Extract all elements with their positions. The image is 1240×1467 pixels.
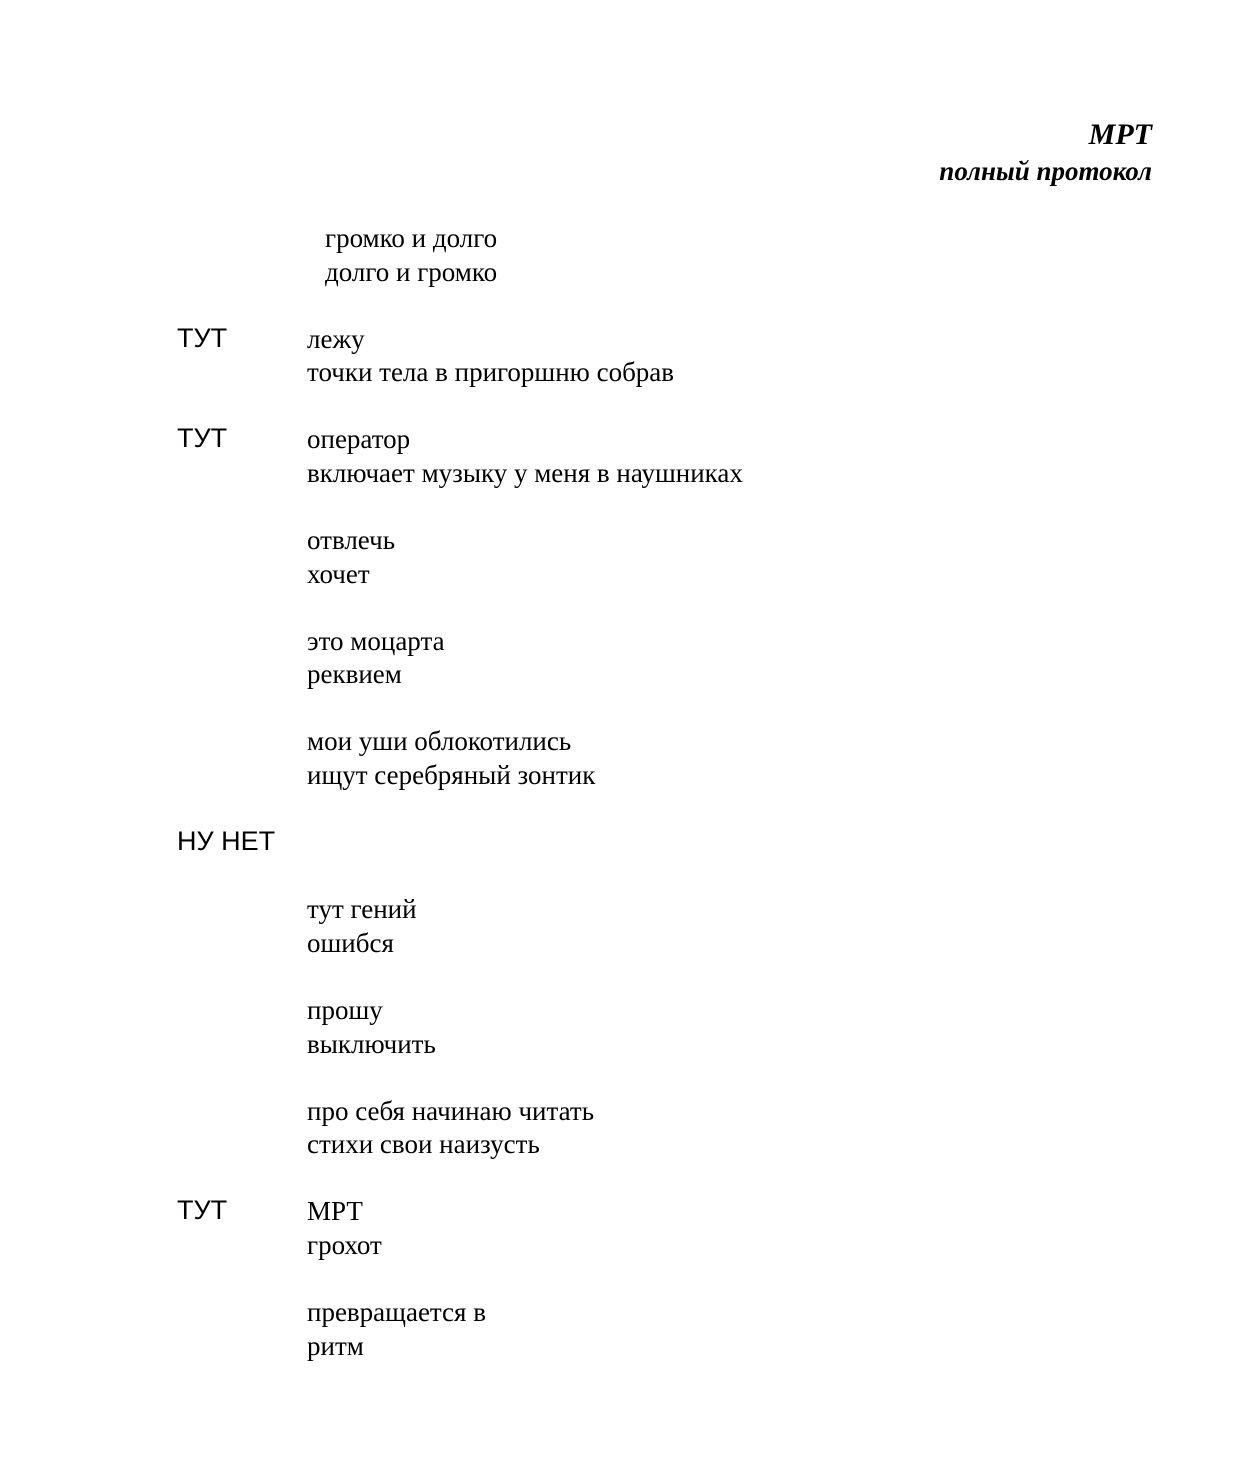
poem-line: МРТ — [307, 1196, 363, 1226]
poem-line: грохот — [307, 1230, 382, 1260]
poem-line: прошу — [307, 995, 383, 1025]
marker-label: ТУТ — [177, 323, 228, 353]
poem-line: отвлечь — [307, 525, 396, 555]
poem-line: это моцарта — [307, 626, 445, 656]
poem-line: точки тела в пригоршню собрав — [307, 357, 675, 387]
poem-line: оператор — [307, 424, 411, 454]
poem-line: превращается в — [307, 1297, 486, 1327]
poem-line: ошибся — [307, 928, 394, 958]
poem-line: хочет — [307, 559, 370, 589]
poem-line: выключить — [307, 1029, 436, 1059]
poem-line: реквием — [307, 659, 402, 689]
poem-line: ищут серебряный зонтик — [307, 760, 596, 790]
marker-label: ТУТ — [177, 1195, 228, 1225]
poem-line: про себя начинаю читать — [307, 1096, 595, 1126]
intro-line: долго и громко — [325, 257, 498, 287]
marker-label: ТУТ — [177, 423, 228, 453]
poem-line: стихи свои наизусть — [307, 1129, 540, 1159]
poem-line: включает музыку у меня в наушниках — [307, 458, 743, 488]
poem-line: лежу — [307, 324, 365, 354]
poem-subtitle: полный протокол — [939, 156, 1152, 186]
poem-line: тут гений — [307, 894, 417, 924]
intro-line: громко и долго — [325, 223, 498, 253]
poem-line: мои уши облокотились — [307, 726, 572, 756]
poem-title-block — [939, 116, 1152, 188]
poem-title: МРТ — [1088, 118, 1152, 151]
marker-label: НУ НЕТ — [177, 826, 276, 856]
poem-line: ритм — [307, 1331, 364, 1361]
